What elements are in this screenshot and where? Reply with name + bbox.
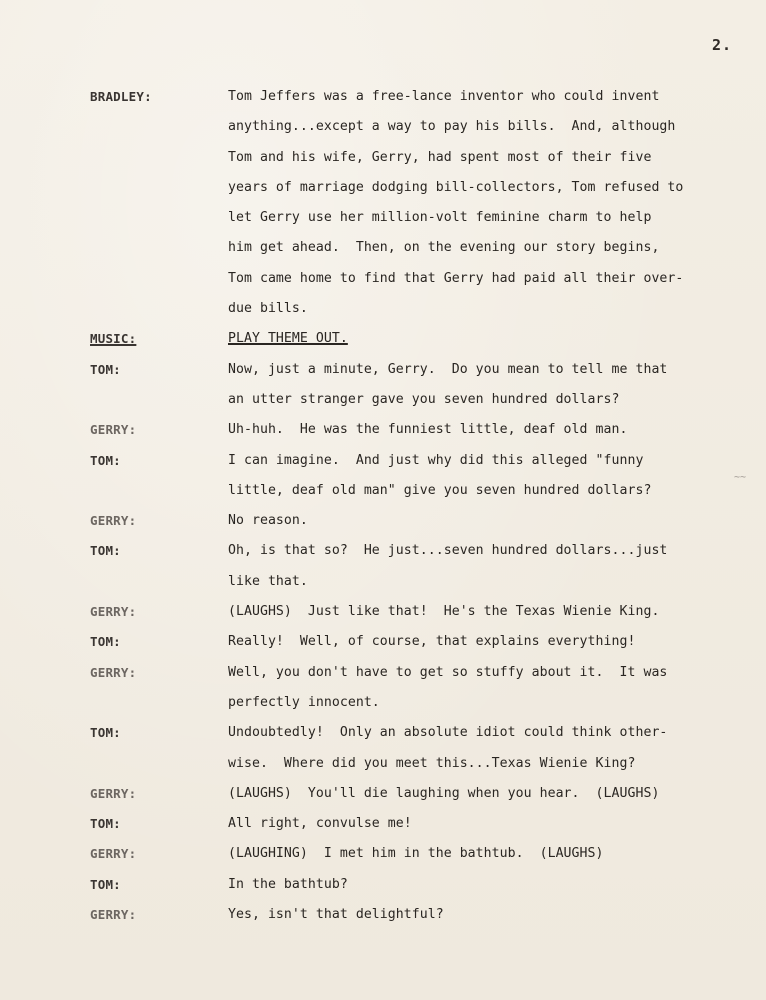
speech-block [228, 536, 750, 597]
speech-block [228, 506, 750, 536]
speaker-label [90, 658, 228, 688]
music-cue: PLAY THEME OUT. [228, 331, 348, 347]
dialogue-line: due bills. [228, 301, 308, 317]
dialogue-line: Really! Well, of course, that explains everything! [228, 634, 636, 650]
speaker-name: TOM: [90, 543, 121, 559]
dialogue-line: All right, convulse me! [228, 816, 412, 832]
script-entry [90, 415, 750, 445]
speaker-name: BRADLEY: [90, 89, 152, 104]
speech-block [228, 82, 750, 324]
dialogue-line: an utter stranger gave you seven hundred dollars? [228, 391, 620, 407]
speaker-label [90, 355, 228, 385]
dialogue-line: Uh-huh. He was the funniest little, deaf old man. [228, 422, 628, 438]
speaker-name: TOM: [90, 725, 121, 741]
script-entry [90, 870, 750, 900]
dialogue-line: No reason. [228, 513, 308, 529]
speaker-label [90, 536, 228, 566]
speaker-name: GERRY: [90, 785, 137, 801]
dialogue-line: Yes, isn't that delightful? [228, 907, 444, 923]
dialogue-line: like that. [228, 573, 308, 589]
dialogue-line: (LAUGHING) I met him in the bathtub. (LAUGHS) [228, 846, 604, 862]
speech-block [228, 446, 750, 507]
dialogue-line: Now, just a minute, Gerry. Do you mean to tell me that [228, 361, 668, 377]
script-entry [90, 627, 750, 657]
dialogue-line: In the bathtub? [228, 876, 348, 892]
speech-block [228, 718, 750, 779]
speaker-name: TOM: [90, 634, 121, 650]
script-entry [90, 839, 750, 869]
script-entry [90, 506, 750, 536]
speaker-name: GERRY: [90, 907, 137, 923]
speaker-name: TOM: [90, 816, 121, 832]
speech-block [228, 597, 750, 627]
dialogue-line: Oh, is that so? He just...seven hundred dollars...just [228, 543, 668, 559]
script-entry [90, 355, 750, 416]
script-entry [90, 82, 750, 324]
speaker-name: GERRY: [90, 846, 137, 862]
speech-block [228, 779, 750, 809]
dialogue-line: I can imagine. And just why did this alleged "funny [228, 452, 644, 468]
script-entry [90, 324, 750, 354]
script-entry [90, 809, 750, 839]
speaker-label [90, 446, 228, 476]
script-entry [90, 779, 750, 809]
dialogue-line: Tom Jeffers was a free-lance inventor who could invent [228, 89, 660, 104]
script-entry [90, 900, 750, 930]
dialogue-line: years of marriage dodging bill-collectors, Tom refused to [228, 179, 684, 195]
speaker-label [90, 718, 228, 748]
speaker-name: GERRY: [90, 604, 137, 620]
speaker-label [90, 627, 228, 657]
speaker-name: GERRY: [90, 513, 137, 529]
dialogue-line: (LAUGHS) You'll die laughing when you hear. (LAUGHS) [228, 785, 660, 801]
speech-block [228, 870, 750, 900]
stray-pen-mark: ~~ [734, 472, 747, 483]
speech-block [228, 900, 750, 930]
page-number: 2. [712, 36, 733, 54]
dialogue-line: Well, you don't have to get so stuffy about it. It was [228, 664, 668, 680]
speaker-label [90, 506, 228, 536]
script-entry [90, 658, 750, 719]
speaker-label [90, 900, 228, 930]
dialogue-line: anything...except a way to pay his bills. And, although [228, 119, 676, 135]
speech-block [228, 627, 750, 657]
dialogue-line: (LAUGHS) Just like that! He's the Texas Wienie King. [228, 604, 660, 620]
dialogue-line: little, deaf old man" give you seven hundred dollars? [228, 482, 652, 498]
speaker-name: TOM: [90, 361, 121, 377]
speaker-label [90, 597, 228, 627]
script-entry [90, 718, 750, 779]
speech-block [228, 324, 750, 354]
speech-block [228, 809, 750, 839]
script-body [90, 82, 750, 930]
speaker-label [90, 809, 228, 839]
speaker-label [90, 415, 228, 445]
script-entry [90, 597, 750, 627]
speaker-label [90, 839, 228, 869]
speaker-name: GERRY: [90, 422, 137, 438]
dialogue-line: perfectly innocent. [228, 694, 380, 710]
speaker-label [90, 82, 228, 112]
dialogue-line: him get ahead. Then, on the evening our story begins, [228, 240, 660, 256]
script-entry [90, 536, 750, 597]
speaker-label [90, 324, 228, 354]
speech-block [228, 839, 750, 869]
speaker-name: TOM: [90, 876, 121, 892]
dialogue-line: Tom and his wife, Gerry, had spent most of their five [228, 149, 652, 165]
speaker-label [90, 779, 228, 809]
speech-block [228, 355, 750, 416]
speaker-label [90, 870, 228, 900]
dialogue-line: wise. Where did you meet this...Texas Wienie King? [228, 755, 636, 771]
dialogue-line: let Gerry use her million-volt feminine charm to help [228, 210, 652, 226]
speech-block [228, 415, 750, 445]
speaker-name: MUSIC: [90, 331, 137, 347]
speaker-name: GERRY: [90, 664, 137, 680]
dialogue-line: Tom came home to find that Gerry had paid all their over- [228, 270, 684, 286]
speaker-name: TOM: [90, 452, 121, 468]
script-entry [90, 446, 750, 507]
speech-block [228, 658, 750, 719]
dialogue-line: Undoubtedly! Only an absolute idiot could think other- [228, 725, 668, 741]
